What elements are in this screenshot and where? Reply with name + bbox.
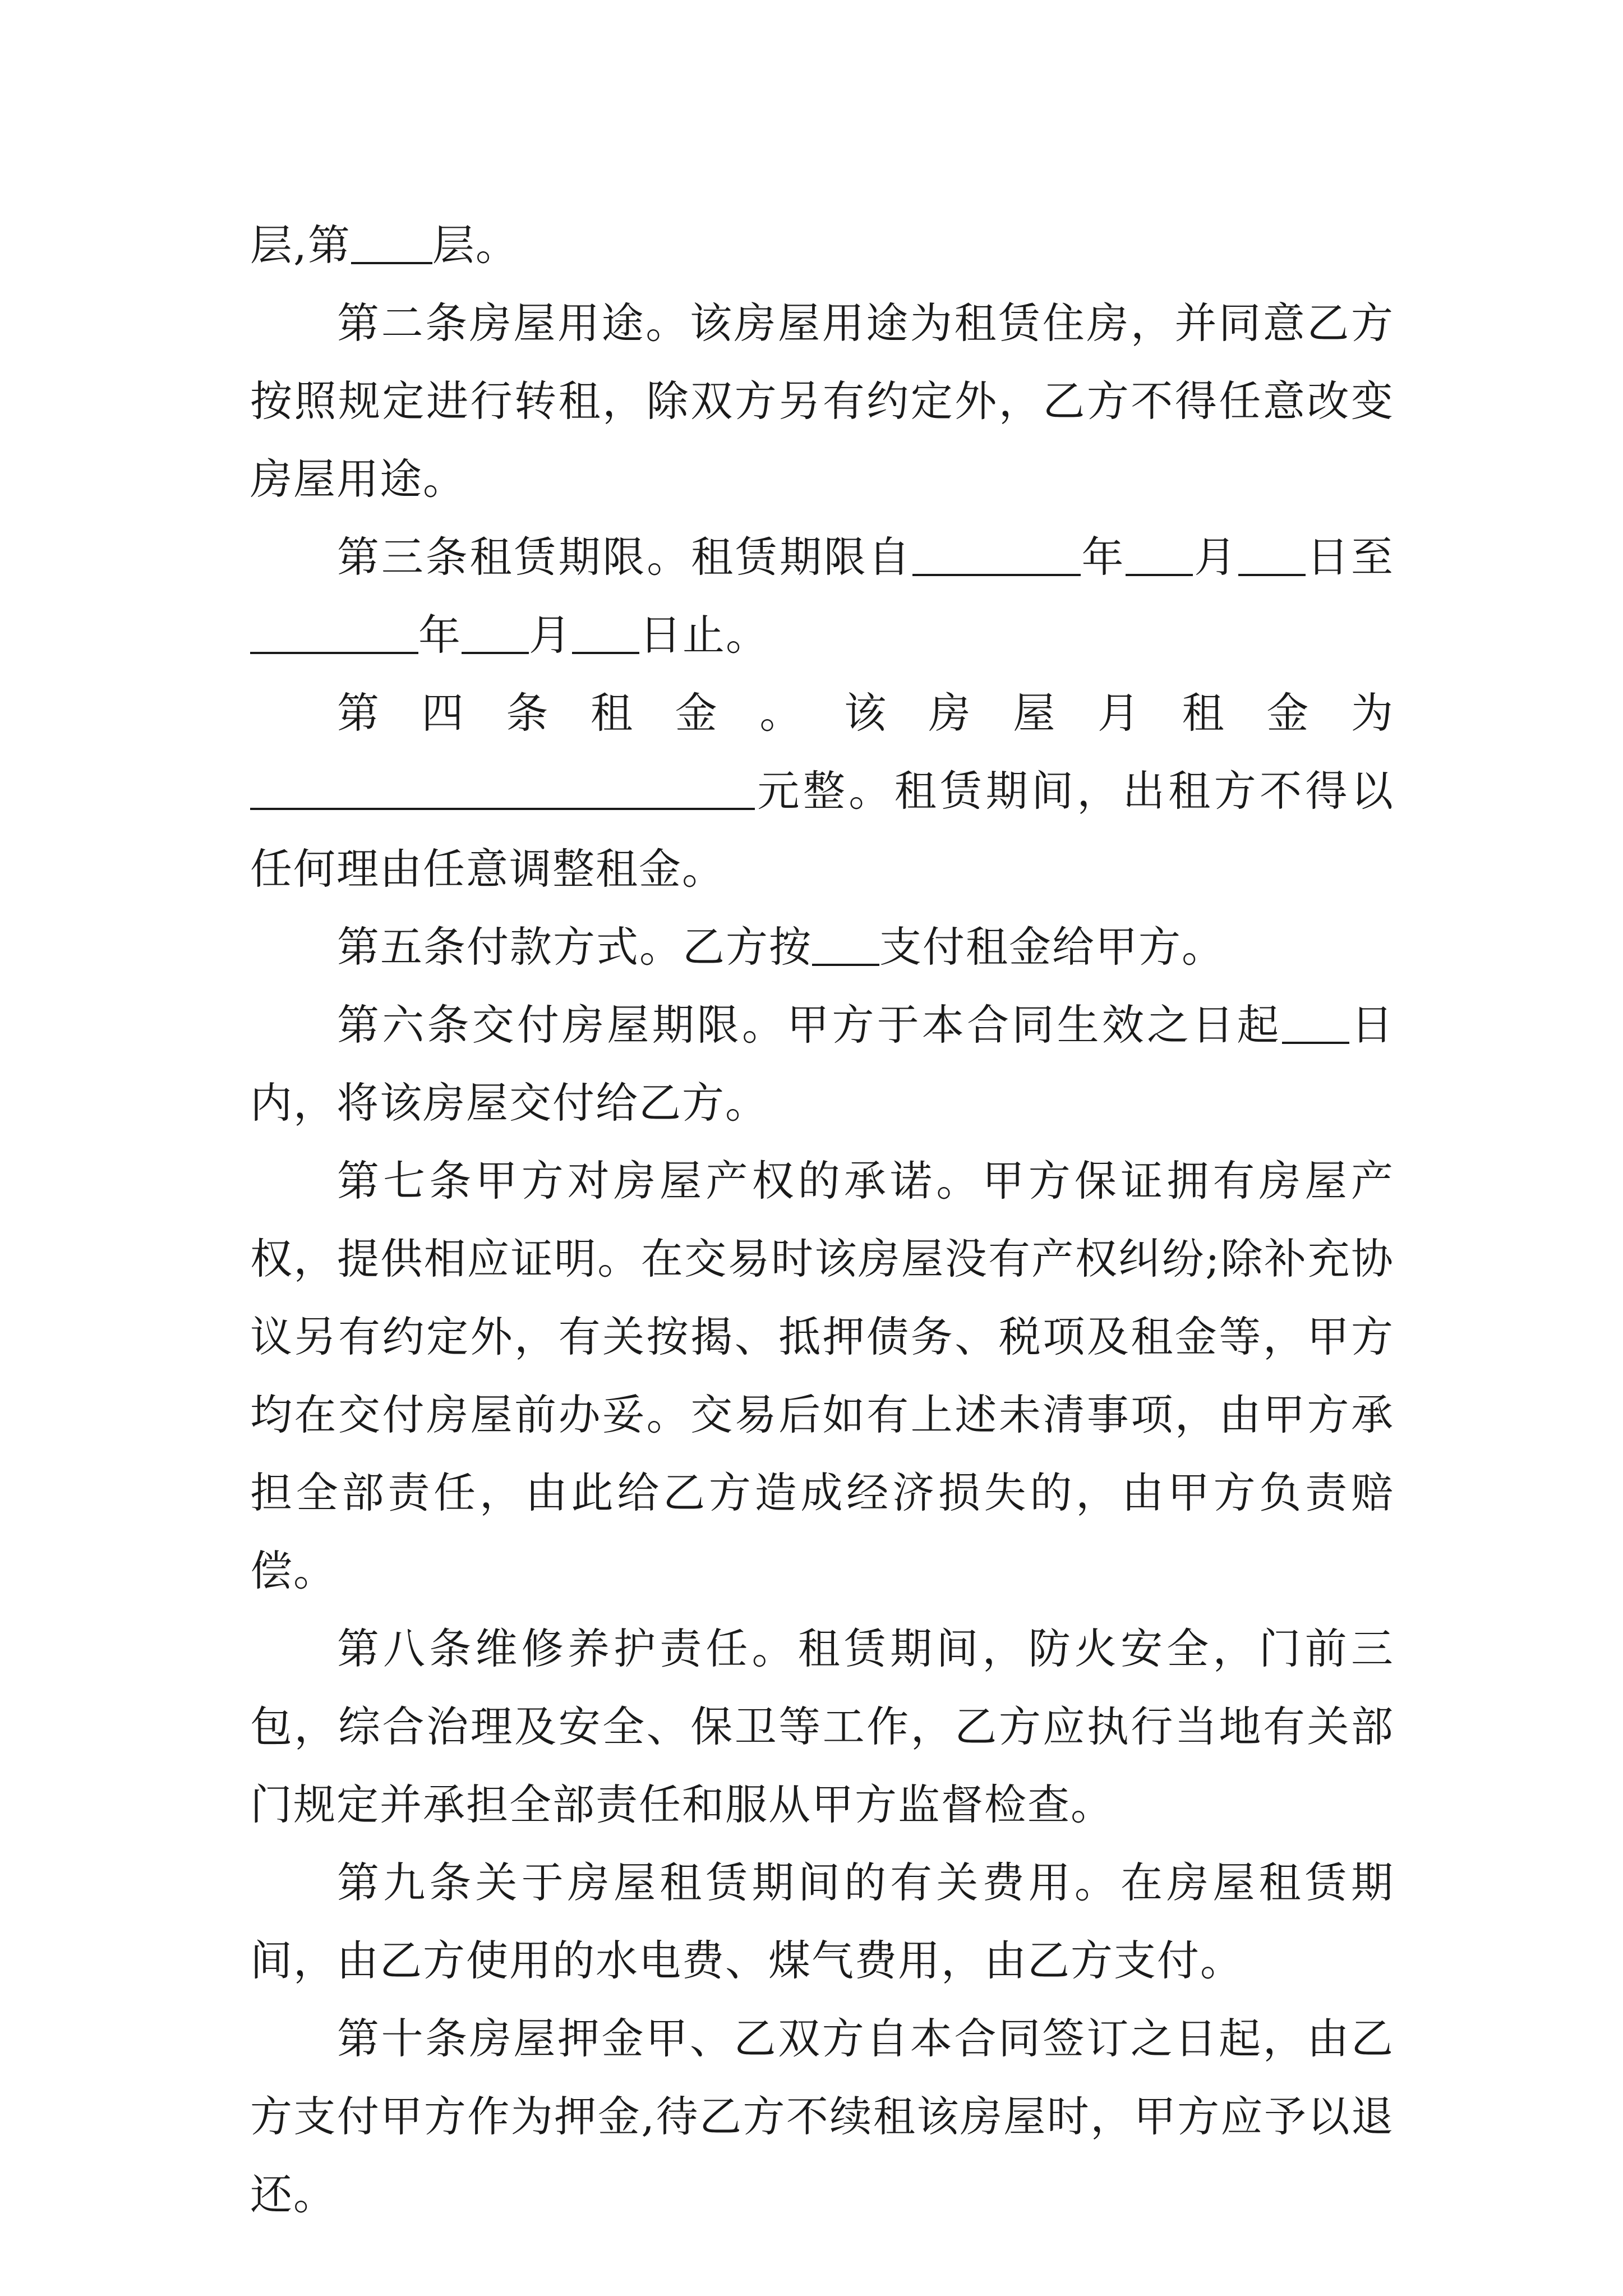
article-7-property-right: 第七条甲方对房屋产权的承诺。甲方保证拥有房屋产权，提供相应证明。在交易时该房屋没有产权纠纷;除补充协议另有约定外，有关按揭、抵押债务、税项及租金等，甲方均在交付房屋前办妥。交易后如有上述未清事项，由甲方承担全部责任，由此给乙方造成经济损失的，由甲方负责赔偿。 <box>250 1156 1394 1595</box>
term-text-f: 年 <box>418 610 462 660</box>
start-month-blank[interactable] <box>1126 535 1193 576</box>
article-8-maintenance: 第八条维修养护责任。租赁期间，防火安全，门前三包，综合治理及安全、保卫等工作，乙方应执行当地有关部门规定并承担全部责任和服从甲方监督检查。 <box>250 1624 1394 1829</box>
term-text-c: 月 <box>1193 532 1239 582</box>
payment-text-a: 第五条付款方式。乙方按 <box>337 922 813 972</box>
term-text-b: 年 <box>1080 532 1126 582</box>
delivery-text-b: 日内，将该房屋交付给乙方。 <box>250 1000 1394 1128</box>
document-page <box>250 206 1394 2234</box>
article-9-expenses: 第九条关于房屋租赁期间的有关费用。在房屋租赁期间，由乙方使用的水电费、煤气费用，由乙方支付。 <box>250 1858 1394 1985</box>
term-text-a: 第三条租赁期限。租赁期限自 <box>337 532 912 582</box>
floor-blank[interactable] <box>351 223 432 264</box>
end-month-blank[interactable] <box>462 613 529 654</box>
paragraph-floor <box>250 206 1394 284</box>
rent-amount-blank[interactable] <box>250 769 755 810</box>
payment-method-blank[interactable] <box>812 924 879 966</box>
start-year-blank[interactable] <box>912 535 1081 576</box>
article-2-usage: 第二条房屋用途。该房屋用途为租赁住房，并同意乙方按照规定进行转租，除双方另有约定外，乙方不得任意改变房屋用途。 <box>250 298 1394 504</box>
article-4-rent <box>250 674 1394 908</box>
term-text-d: 日 <box>1306 532 1351 582</box>
start-day-blank[interactable] <box>1238 535 1306 576</box>
floor-text-pre: 层,第 <box>250 220 351 270</box>
article-3-term <box>250 518 1394 674</box>
article-6-delivery <box>250 986 1394 1142</box>
end-day-blank[interactable] <box>572 613 639 654</box>
term-text-g: 月 <box>529 610 573 660</box>
term-text-h: 日止。 <box>639 610 769 660</box>
payment-text-b: 支付租金给甲方。 <box>879 922 1225 972</box>
end-year-blank[interactable] <box>250 613 418 654</box>
article-10-deposit: 第十条房屋押金甲、乙双方自本合同签订之日起，由乙方支付甲方作为押金,待乙方不续租该房屋时，甲方应予以退还。 <box>250 2014 1394 2219</box>
delivery-text-a: 第六条交付房屋期限。甲方于本合同生效之日起 <box>337 1000 1282 1050</box>
delivery-days-blank[interactable] <box>1282 1002 1349 1044</box>
article-5-payment <box>250 908 1394 986</box>
floor-text-post: 层。 <box>432 220 519 270</box>
rent-text-b: 元整。租赁期间，出租方不得以任何理由任意调整租金。 <box>250 766 1394 894</box>
rent-text-a: 第四条租金。该房屋月租金为 <box>337 688 1394 738</box>
term-text-e: 至 <box>1350 532 1394 582</box>
